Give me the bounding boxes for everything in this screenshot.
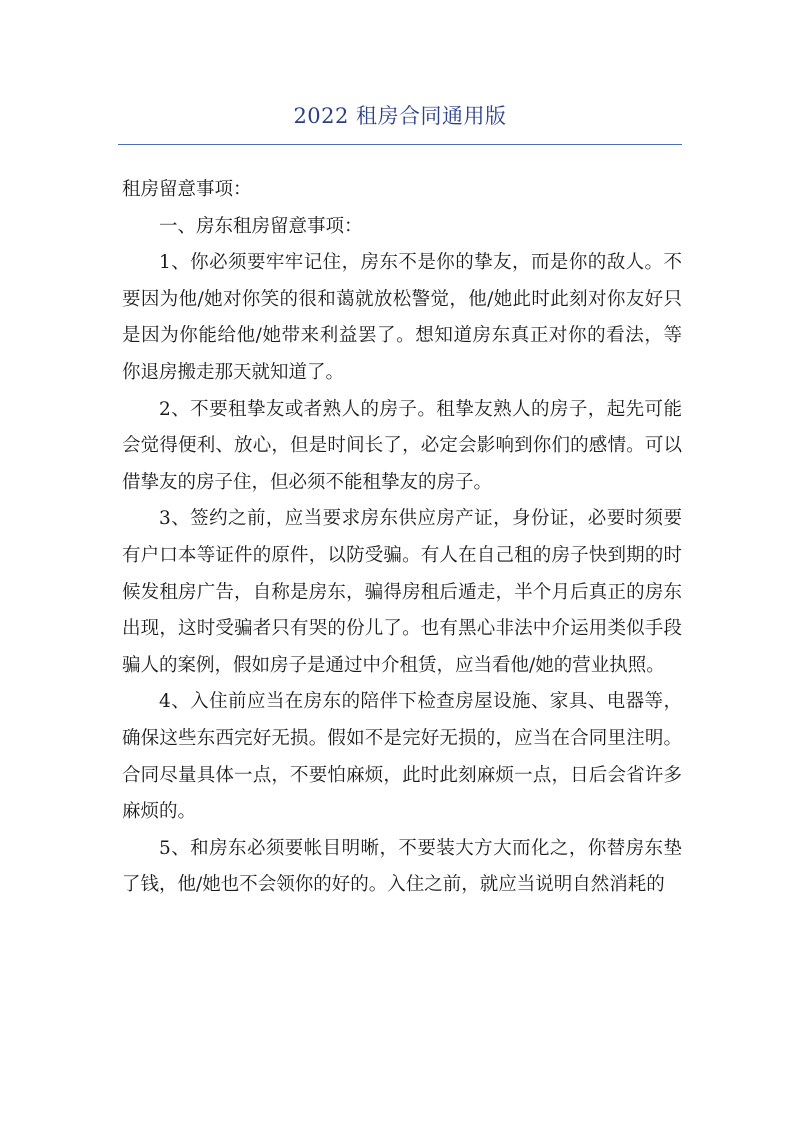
document-title: 2022 租房合同通用版: [293, 104, 507, 128]
subsection-heading: 一、房东租房留意事项：: [159, 215, 363, 237]
paragraph-item-3: 3、签约之前，应当要求房东供应房产证，身份证，必要时须要有户口本等证件的原件，以防受骗。有人在自己租的房子快到期的时候发租房广告，自称是房东，骗得房租后遁走，半个月后真正的房东出现，这时受骗者只有哭的份儿了。也有黑心非法中介运用类似手段骗人的案例，假如房子是通过中介租赁，应当看他/她的营业执照。: [122, 508, 682, 676]
document-body: [122, 172, 682, 904]
paragraph-item-4: 4、入住前应当在房东的陪伴下检查房屋设施、家具、电器等，确保这些东西完好无损。假如不是完好无损的，应当在合同里注明。合同尽量具体一点，不要怕麻烦，此时此刻麻烦一点，日后会省许多麻烦的。: [122, 691, 682, 823]
title-divider: [118, 144, 682, 145]
paragraph-item-5: 5、和房东必须要帐目明晰，不要装大方大而化之，你替房东垫了钱，他/她也不会领你的好的。入住之前，就应当说明自然消耗的: [122, 837, 682, 896]
paragraph-item-2: 2、不要租挚友或者熟人的房子。租挚友熟人的房子，起先可能会觉得便利、放心，但是时间长了，必定会影响到你们的感情。可以借挚友的房子住，但必须不能租挚友的房子。: [122, 398, 682, 493]
paragraph-item-1: 1、你必须要牢牢记住，房东不是你的挚友，而是你的敌人。不要因为他/她对你笑的很和蔼就放松警觉，他/她此时此刻对你友好只是因为你能给他/她带来利益罢了。想知道房东真正对你的看法，等你退房搬走那天就知道了。: [122, 252, 682, 383]
section-heading: 租房留意事项：: [122, 179, 252, 200]
